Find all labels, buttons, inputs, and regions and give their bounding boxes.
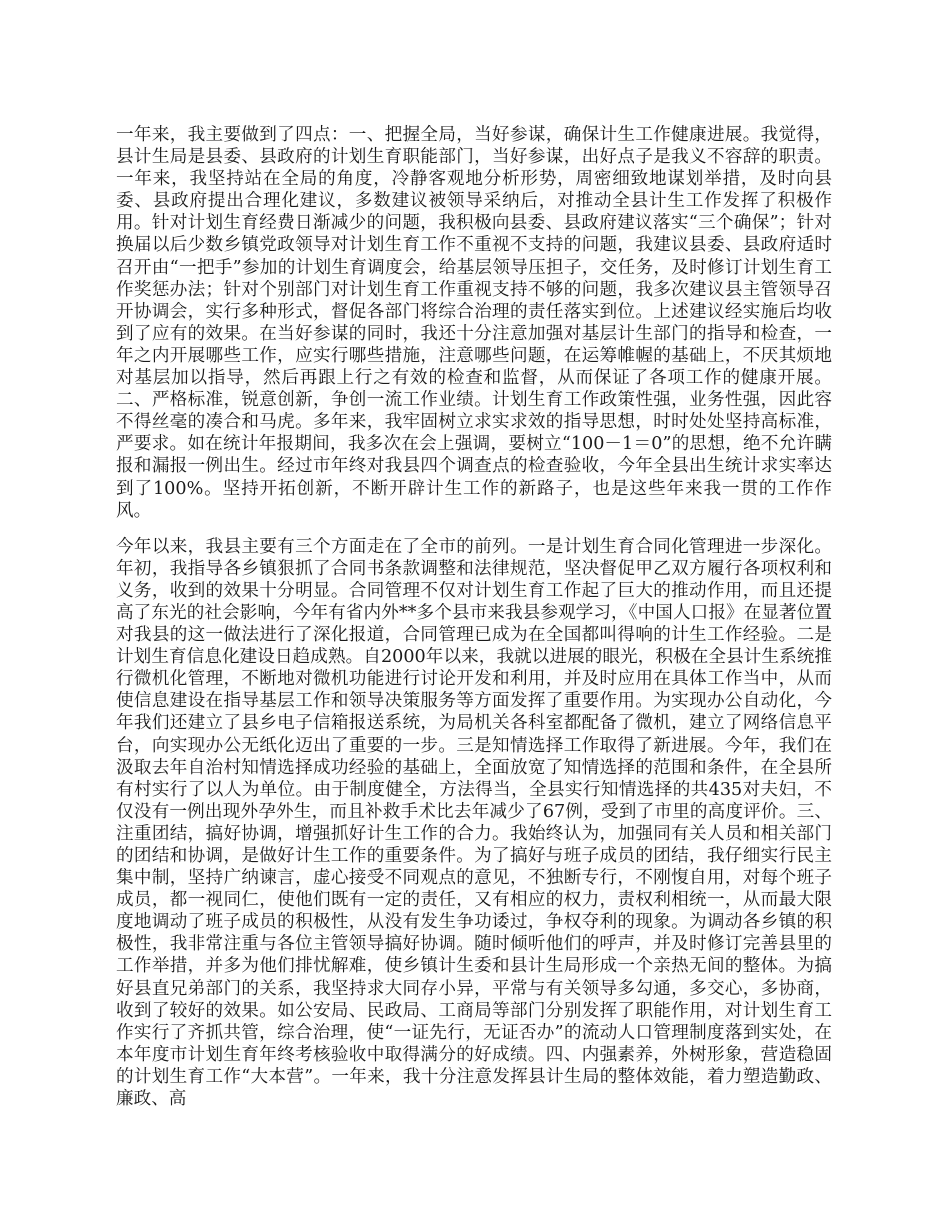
document-body (116, 124, 832, 1110)
paragraph-1: 一年来，我主要做到了四点：一、把握全局，当好参谋，确保计生工作健康进展。我觉得，县计生局是县委、县政府的计划生育职能部门，当好参谋，出好点子是我义不容辞的职责。一年来，我坚持站在全局的角度，冷静客观地分析形势，周密细致地谋划举措，及时向县委、县政府提出合理化建议，多数建议被领导采纳后，对推动全县计生工作发挥了积极作用。针对计划生育经费日渐减少的问题，我积极向县委、县政府建议落实“三个确保”；针对换届以后少数乡镇党政领导对计划生育工作不重视不支持的问题，我建议县委、县政府适时召开由“一把手”参加的计划生育调度会，给基层领导压担子，交任务，及时修订计划生育工作奖惩办法；针对个别部门对计划生育工作重视支持不够的问题，我多次建议县主管领导召开协调会，实行多种形式，督促各部门将综合治理的责任落实到位。上述建议经实施后均收到了应有的效果。在当好参谋的同时，我还十分注意加强对基层计生部门的指导和检查，一年之内开展哪些工作，应实行哪些措施，注意哪些问题，在运筹帷幄的基础上，不厌其烦地对基层加以指导，然后再跟上行之有效的检查和监督，从而保证了各项工作的健康开展。二、严格标准，锐意创新，争创一流工作业绩。计划生育工作政策性强，业务性强，因此容不得丝毫的凑合和马虎。多年来，我牢固树立求实求效的指导思想，时时处处坚持高标准，严要求。如在统计年报期间，我多次在会上强调，要树立“100－1＝0”的思想，绝不允许瞒报和漏报一例出生。经过市年终对我县四个调查点的检查验收，今年全县出生统计求实率达到了100%。坚持开拓创新，不断开辟计生工作的新路子，也是这些年来我一贯的工作作风。 (116, 125, 832, 521)
paragraph-2: 今年以来，我县主要有三个方面走在了全市的前列。一是计划生育合同化管理进一步深化。年初，我指导各乡镇狠抓了合同书条款调整和法律规范，坚决督促甲乙双方履行各项权利和义务，收到的效果十分明显。合同管理不仅对计划生育工作起了巨大的推动作用，而且还提高了东光的社会影响，今年有省内外**多个县市来我县参观学习，《中国人口报》在显著位置对我县的这一做法进行了深化报道，合同管理已成为在全国都叫得响的计生工作经验。二是计划生育信息化建设日趋成熟。自2000年以来，我就以进展的眼光，积极在全县计生系统推行微机化管理，不断地对微机功能进行讨论开发和利用，并及时应用在具体工作当中，从而使信息建设在指导基层工作和领导决策服务等方面发挥了重要作用。为实现办公自动化，今年我们还建立了县乡电子信箱报送系统，为局机关各科室都配备了微机，建立了网络信息平台，向实现办公无纸化迈出了重要的一步。三是知情选择工作取得了新进展。今年，我们在汲取去年自治村知情选择成功经验的基础上，全面放宽了知情选择的范围和条件，在全县所有村实行了以人为单位。由于制度健全，方法得当，全县实行知情选择的共435对夫妇，不仅没有一例出现外孕外生，而且补救手术比去年减少了67例，受到了市里的高度评价。三、注重团结，搞好协调，增强抓好计生工作的合力。我始终认为，加强同有关人员和相关部门的团结和协调，是做好计生工作的重要条件。为了搞好与班子成员的团结，我仔细实行民主集中制，坚持广纳谏言，虚心接受不同观点的意见，不独断专行，不刚愎自用，对每个班子成员，都一视同仁，使他们既有一定的责任，又有相应的权力，责权利相统一，从而最大限度地调动了班子成员的积极性，从没有发生争功诿过，争权夺利的现象。为调动各乡镇的积极性，我非常注重与各位主管领导搞好协调。随时倾听他们的呼声，并及时修订完善县里的工作举措，并多为他们排忧解难，使乡镇计生委和县计生局形成一个亲热无间的整体。为搞好县直兄弟部门的关系，我坚持求大同存小异，平常与有关领导多勾通，多交心，多协商，收到了较好的效果。如公安局、民政局、工商局等部门分别发挥了职能作用，对计划生育工作实行了齐抓共管，综合治理，使“一证先行，无证否办”的流动人口管理制度落到实处，在本年度市计划生育年终考核验收中取得满分的好成绩。四、内强素养，外树形象，营造稳固的计划生育工作“大本营”。一年来，我十分注意发挥县计生局的整体效能，着力塑造勤政、廉政、高 (116, 536, 832, 1110)
